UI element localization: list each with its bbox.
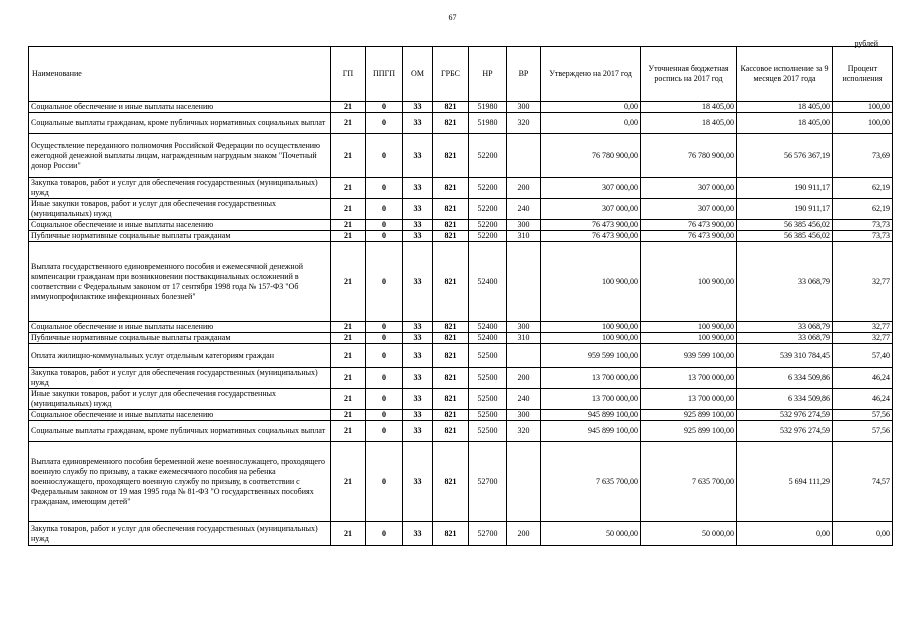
cell-name: Закупка товаров, работ и услуг для обеспечения государственных (муниципальных) нужд xyxy=(29,522,331,546)
cell-percent: 57,40 xyxy=(833,344,893,368)
cell-grbs: 821 xyxy=(433,134,469,178)
cell-gp: 21 xyxy=(331,322,366,333)
cell-refined: 76 473 900,00 xyxy=(641,220,737,231)
cell-gp: 21 xyxy=(331,178,366,199)
table-header-row xyxy=(29,47,893,102)
cell-gp: 21 xyxy=(331,102,366,113)
cell-grbs: 821 xyxy=(433,344,469,368)
cell-approved: 945 899 100,00 xyxy=(541,410,641,421)
cell-percent: 73,73 xyxy=(833,220,893,231)
cell-om: 33 xyxy=(403,113,433,134)
cell-name: Оплата жилищно-коммунальных услуг отдельным категориям граждан xyxy=(29,344,331,368)
table-row xyxy=(29,102,893,113)
cell-grbs: 821 xyxy=(433,242,469,322)
cell-nr: 52200 xyxy=(469,199,507,220)
column-header-name: Наименование xyxy=(29,47,331,102)
cell-percent: 100,00 xyxy=(833,113,893,134)
table-row xyxy=(29,199,893,220)
cell-refined: 925 899 100,00 xyxy=(641,421,737,442)
cell-refined: 939 599 100,00 xyxy=(641,344,737,368)
cell-grbs: 821 xyxy=(433,113,469,134)
cell-percent: 32,77 xyxy=(833,322,893,333)
cell-cash: 56 385 456,02 xyxy=(737,220,833,231)
cell-cash: 56 576 367,19 xyxy=(737,134,833,178)
column-header-grbs: ГРБС xyxy=(433,47,469,102)
cell-refined: 307 000,00 xyxy=(641,178,737,199)
cell-vr: 200 xyxy=(507,522,541,546)
cell-om: 33 xyxy=(403,421,433,442)
cell-approved: 945 899 100,00 xyxy=(541,421,641,442)
cell-grbs: 821 xyxy=(433,231,469,242)
cell-ppgp: 0 xyxy=(366,178,403,199)
column-header-percent: Процент исполнения xyxy=(833,47,893,102)
cell-approved: 100 900,00 xyxy=(541,242,641,322)
cell-cash: 539 310 784,45 xyxy=(737,344,833,368)
cell-name: Социальные выплаты гражданам, кроме публичных нормативных социальных выплат xyxy=(29,113,331,134)
cell-ppgp: 0 xyxy=(366,442,403,522)
cell-cash: 532 976 274,59 xyxy=(737,410,833,421)
table-row xyxy=(29,134,893,178)
cell-percent: 0,00 xyxy=(833,522,893,546)
cell-name: Социальное обеспечение и иные выплаты населению xyxy=(29,322,331,333)
cell-approved: 13 700 000,00 xyxy=(541,389,641,410)
cell-gp: 21 xyxy=(331,421,366,442)
cell-vr: 200 xyxy=(507,368,541,389)
cell-vr: 200 xyxy=(507,178,541,199)
cell-gp: 21 xyxy=(331,368,366,389)
cell-refined: 13 700 000,00 xyxy=(641,368,737,389)
cell-ppgp: 0 xyxy=(366,522,403,546)
column-header-gp: ГП xyxy=(331,47,366,102)
cell-ppgp: 0 xyxy=(366,333,403,344)
table-row xyxy=(29,421,893,442)
cell-cash: 6 334 509,86 xyxy=(737,368,833,389)
cell-percent: 57,56 xyxy=(833,421,893,442)
cell-name: Осуществление переданного полномочия Российской Федерации по осуществлению ежегодной денежной выплаты лицам, награжденным нагрудным знаком "Почетный донор России" xyxy=(29,134,331,178)
cell-vr: 320 xyxy=(507,421,541,442)
cell-approved: 76 780 900,00 xyxy=(541,134,641,178)
table-row xyxy=(29,389,893,410)
table-row xyxy=(29,442,893,522)
cell-ppgp: 0 xyxy=(366,134,403,178)
cell-ppgp: 0 xyxy=(366,220,403,231)
column-header-vr: ВР xyxy=(507,47,541,102)
cell-name: Закупка товаров, работ и услуг для обеспечения государственных (муниципальных) нужд xyxy=(29,178,331,199)
page-number: 67 xyxy=(448,13,457,22)
cell-vr: 310 xyxy=(507,231,541,242)
cell-approved: 13 700 000,00 xyxy=(541,368,641,389)
cell-name: Иные закупки товаров, работ и услуг для обеспечения государственных (муниципальных) нужд xyxy=(29,199,331,220)
cell-approved: 100 900,00 xyxy=(541,322,641,333)
cell-om: 33 xyxy=(403,220,433,231)
column-header-ppgp: ППГП xyxy=(366,47,403,102)
cell-refined: 925 899 100,00 xyxy=(641,410,737,421)
cell-refined: 76 780 900,00 xyxy=(641,134,737,178)
cell-approved: 76 473 900,00 xyxy=(541,220,641,231)
cell-nr: 52400 xyxy=(469,322,507,333)
cell-nr: 51980 xyxy=(469,113,507,134)
cell-ppgp: 0 xyxy=(366,368,403,389)
cell-percent: 73,69 xyxy=(833,134,893,178)
cell-gp: 21 xyxy=(331,522,366,546)
table-body xyxy=(29,102,893,546)
cell-nr: 52500 xyxy=(469,410,507,421)
column-header-approved: Утверждено на 2017 год xyxy=(541,47,641,102)
cell-om: 33 xyxy=(403,389,433,410)
cell-cash: 5 694 111,29 xyxy=(737,442,833,522)
cell-vr: 320 xyxy=(507,113,541,134)
table-row xyxy=(29,368,893,389)
cell-name: Социальное обеспечение и иные выплаты населению xyxy=(29,102,331,113)
column-header-om: ОМ xyxy=(403,47,433,102)
cell-gp: 21 xyxy=(331,231,366,242)
cell-nr: 52200 xyxy=(469,178,507,199)
cell-cash: 190 911,17 xyxy=(737,178,833,199)
cell-om: 33 xyxy=(403,344,433,368)
cell-om: 33 xyxy=(403,410,433,421)
cell-refined: 100 900,00 xyxy=(641,333,737,344)
cell-gp: 21 xyxy=(331,344,366,368)
cell-grbs: 821 xyxy=(433,199,469,220)
cell-nr: 52200 xyxy=(469,134,507,178)
cell-percent: 32,77 xyxy=(833,333,893,344)
cell-ppgp: 0 xyxy=(366,199,403,220)
cell-nr: 52200 xyxy=(469,220,507,231)
cell-grbs: 821 xyxy=(433,220,469,231)
table-row xyxy=(29,410,893,421)
cell-gp: 21 xyxy=(331,113,366,134)
cell-om: 33 xyxy=(403,368,433,389)
cell-percent: 46,24 xyxy=(833,368,893,389)
cell-approved: 307 000,00 xyxy=(541,178,641,199)
cell-cash: 18 405,00 xyxy=(737,113,833,134)
cell-om: 33 xyxy=(403,178,433,199)
cell-gp: 21 xyxy=(331,389,366,410)
cell-vr: 300 xyxy=(507,410,541,421)
cell-gp: 21 xyxy=(331,333,366,344)
column-header-refined: Уточненная бюджетная роспись на 2017 год xyxy=(641,47,737,102)
cell-refined: 76 473 900,00 xyxy=(641,231,737,242)
cell-refined: 100 900,00 xyxy=(641,242,737,322)
cell-gp: 21 xyxy=(331,442,366,522)
cell-ppgp: 0 xyxy=(366,113,403,134)
cell-percent: 62,19 xyxy=(833,178,893,199)
cell-refined: 307 000,00 xyxy=(641,199,737,220)
cell-nr: 52500 xyxy=(469,421,507,442)
column-header-nr: НР xyxy=(469,47,507,102)
cell-cash: 190 911,17 xyxy=(737,199,833,220)
cell-om: 33 xyxy=(403,522,433,546)
table-row xyxy=(29,333,893,344)
cell-vr xyxy=(507,242,541,322)
cell-om: 33 xyxy=(403,322,433,333)
cell-refined: 7 635 700,00 xyxy=(641,442,737,522)
cell-nr: 52700 xyxy=(469,522,507,546)
cell-om: 33 xyxy=(403,231,433,242)
cell-cash: 0,00 xyxy=(737,522,833,546)
table-row xyxy=(29,220,893,231)
cell-name: Публичные нормативные социальные выплаты гражданам xyxy=(29,333,331,344)
cell-ppgp: 0 xyxy=(366,389,403,410)
cell-ppgp: 0 xyxy=(366,231,403,242)
cell-cash: 56 385 456,02 xyxy=(737,231,833,242)
cell-grbs: 821 xyxy=(433,102,469,113)
cell-om: 33 xyxy=(403,442,433,522)
table-row xyxy=(29,322,893,333)
budget-table xyxy=(28,46,893,546)
cell-om: 33 xyxy=(403,134,433,178)
cell-vr: 240 xyxy=(507,199,541,220)
table-row xyxy=(29,113,893,134)
cell-grbs: 821 xyxy=(433,333,469,344)
cell-ppgp: 0 xyxy=(366,322,403,333)
cell-nr: 51980 xyxy=(469,102,507,113)
cell-percent: 100,00 xyxy=(833,102,893,113)
cell-vr xyxy=(507,442,541,522)
cell-percent: 32,77 xyxy=(833,242,893,322)
cell-name: Выплата государственного единовременного пособия и ежемесячной денежной компенсации гражданам при возникновении поствакцинальных осложнений в соответствии с Федеральным законом от 17 сентября 1998 года № 157-ФЗ "Об иммунопрофилактике инфекционных болезней" xyxy=(29,242,331,322)
cell-percent: 73,73 xyxy=(833,231,893,242)
cell-ppgp: 0 xyxy=(366,421,403,442)
cell-approved: 959 599 100,00 xyxy=(541,344,641,368)
cell-approved: 0,00 xyxy=(541,113,641,134)
cell-ppgp: 0 xyxy=(366,410,403,421)
table-row xyxy=(29,522,893,546)
cell-nr: 52500 xyxy=(469,368,507,389)
column-header-cash: Кассовое исполнение за 9 месяцев 2017 года xyxy=(737,47,833,102)
cell-vr: 310 xyxy=(507,333,541,344)
cell-grbs: 821 xyxy=(433,522,469,546)
cell-approved: 307 000,00 xyxy=(541,199,641,220)
cell-ppgp: 0 xyxy=(366,344,403,368)
cell-nr: 52700 xyxy=(469,442,507,522)
table-row xyxy=(29,178,893,199)
cell-grbs: 821 xyxy=(433,421,469,442)
cell-grbs: 821 xyxy=(433,410,469,421)
cell-grbs: 821 xyxy=(433,442,469,522)
cell-nr: 52200 xyxy=(469,231,507,242)
table-row xyxy=(29,344,893,368)
cell-om: 33 xyxy=(403,102,433,113)
cell-gp: 21 xyxy=(331,220,366,231)
cell-gp: 21 xyxy=(331,410,366,421)
cell-name: Закупка товаров, работ и услуг для обеспечения государственных (муниципальных) нужд xyxy=(29,368,331,389)
cell-grbs: 821 xyxy=(433,389,469,410)
cell-ppgp: 0 xyxy=(366,102,403,113)
cell-vr xyxy=(507,344,541,368)
cell-name: Выплата единовременного пособия беременной жене военнослужащего, проходящего военную службу по призыву, а также ежемесячного пособия на ребенка военнослужащего, проходящего военную службу по призыву, в соответствии с Федеральным законом от 19 мая 1995 года № 81-ФЗ "О государственных пособиях гражданам, имеющим детей" xyxy=(29,442,331,522)
cell-vr: 240 xyxy=(507,389,541,410)
cell-percent: 74,57 xyxy=(833,442,893,522)
cell-percent: 57,56 xyxy=(833,410,893,421)
cell-cash: 18 405,00 xyxy=(737,102,833,113)
table-row xyxy=(29,231,893,242)
cell-name: Иные закупки товаров, работ и услуг для обеспечения государственных (муниципальных) нужд xyxy=(29,389,331,410)
cell-grbs: 821 xyxy=(433,322,469,333)
cell-refined: 18 405,00 xyxy=(641,113,737,134)
cell-nr: 52400 xyxy=(469,333,507,344)
table-row xyxy=(29,242,893,322)
cell-om: 33 xyxy=(403,199,433,220)
cell-refined: 100 900,00 xyxy=(641,322,737,333)
cell-vr: 300 xyxy=(507,102,541,113)
cell-grbs: 821 xyxy=(433,368,469,389)
cell-name: Социальное обеспечение и иные выплаты населению xyxy=(29,410,331,421)
cell-gp: 21 xyxy=(331,134,366,178)
cell-name: Публичные нормативные социальные выплаты гражданам xyxy=(29,231,331,242)
cell-name: Социальные выплаты гражданам, кроме публичных нормативных социальных выплат xyxy=(29,421,331,442)
cell-approved: 0,00 xyxy=(541,102,641,113)
cell-cash: 33 068,79 xyxy=(737,242,833,322)
cell-grbs: 821 xyxy=(433,178,469,199)
cell-percent: 46,24 xyxy=(833,389,893,410)
units-label: рублей xyxy=(854,39,878,48)
cell-refined: 13 700 000,00 xyxy=(641,389,737,410)
cell-cash: 33 068,79 xyxy=(737,333,833,344)
cell-vr: 300 xyxy=(507,322,541,333)
cell-om: 33 xyxy=(403,333,433,344)
cell-refined: 50 000,00 xyxy=(641,522,737,546)
cell-approved: 76 473 900,00 xyxy=(541,231,641,242)
cell-cash: 532 976 274,59 xyxy=(737,421,833,442)
cell-name: Социальное обеспечение и иные выплаты населению xyxy=(29,220,331,231)
cell-vr xyxy=(507,134,541,178)
cell-percent: 62,19 xyxy=(833,199,893,220)
cell-approved: 50 000,00 xyxy=(541,522,641,546)
cell-gp: 21 xyxy=(331,199,366,220)
cell-refined: 18 405,00 xyxy=(641,102,737,113)
cell-nr: 52500 xyxy=(469,344,507,368)
cell-approved: 7 635 700,00 xyxy=(541,442,641,522)
cell-cash: 33 068,79 xyxy=(737,322,833,333)
cell-om: 33 xyxy=(403,242,433,322)
cell-vr: 300 xyxy=(507,220,541,231)
cell-cash: 6 334 509,86 xyxy=(737,389,833,410)
cell-gp: 21 xyxy=(331,242,366,322)
cell-approved: 100 900,00 xyxy=(541,333,641,344)
cell-nr: 52400 xyxy=(469,242,507,322)
cell-ppgp: 0 xyxy=(366,242,403,322)
cell-nr: 52500 xyxy=(469,389,507,410)
